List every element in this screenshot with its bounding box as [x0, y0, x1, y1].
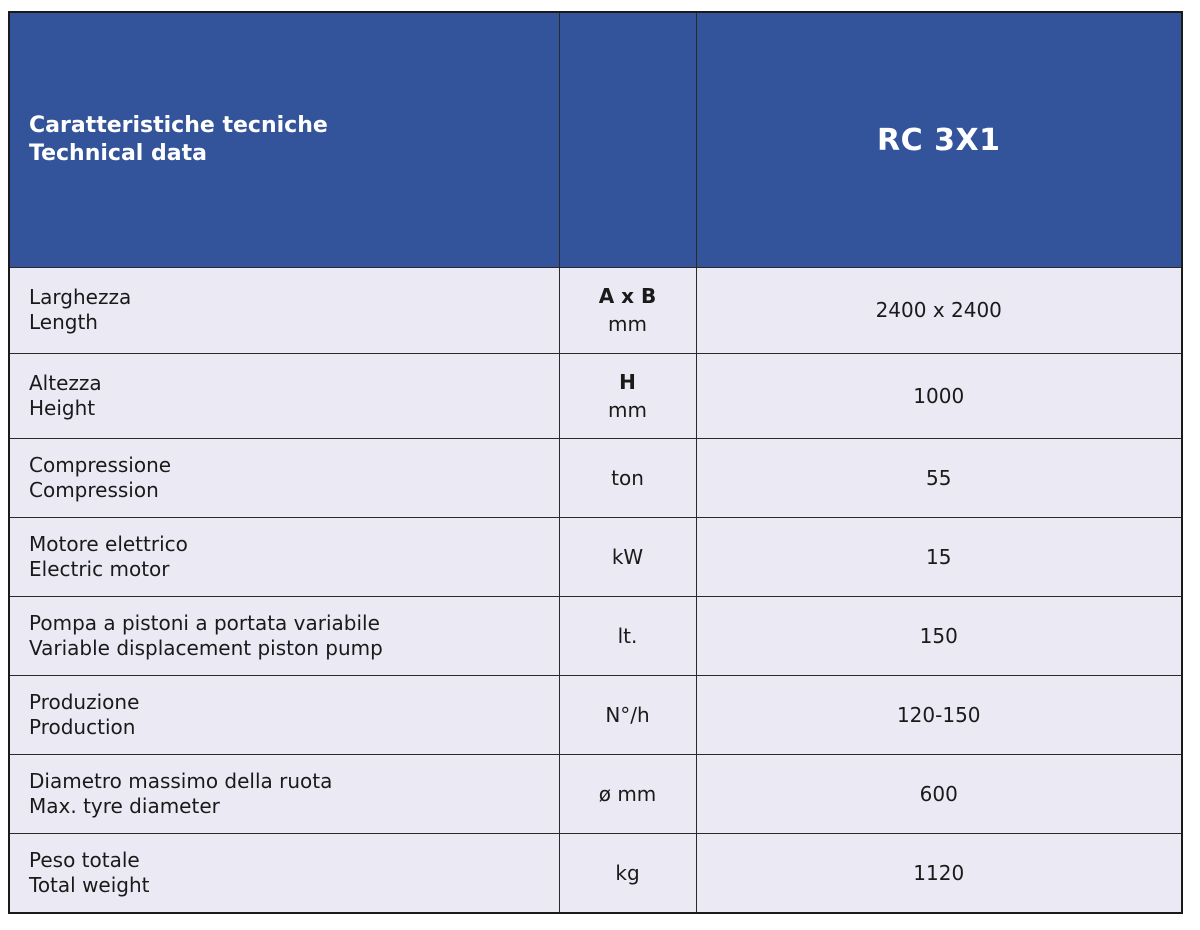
header-unit-cell	[559, 12, 696, 268]
label-italian: Peso totale	[29, 848, 140, 873]
label-english: Electric motor	[29, 556, 170, 581]
row-label	[9, 834, 559, 913]
unit-text: mm	[608, 312, 647, 337]
row-unit: ø mm	[559, 755, 696, 834]
table-row	[9, 353, 1182, 438]
technical-data-table	[8, 11, 1183, 914]
table-row	[9, 517, 1182, 596]
row-value: 1120	[696, 834, 1182, 913]
row-unit	[559, 268, 696, 353]
table-row	[9, 676, 1182, 755]
label-english: Production	[29, 715, 136, 740]
unit-symbol: H	[619, 369, 636, 394]
row-value: 120-150	[696, 676, 1182, 755]
table-row	[9, 834, 1182, 913]
row-unit	[559, 353, 696, 438]
unit-text: mm	[608, 397, 647, 422]
unit-symbol: A x B	[598, 284, 657, 309]
label-english: Length	[29, 310, 98, 335]
row-label	[9, 517, 559, 596]
label-italian: Altezza	[29, 370, 102, 395]
table-header-row	[9, 12, 1182, 268]
label-english: Total weight	[29, 873, 150, 898]
label-italian: Motore elettrico	[29, 531, 188, 556]
row-label	[9, 596, 559, 675]
row-unit: kW	[559, 517, 696, 596]
label-italian: Diametro massimo della ruota	[29, 769, 333, 794]
label-english: Variable displacement piston pump	[29, 636, 383, 661]
row-value: 150	[696, 596, 1182, 675]
row-value: 2400 x 2400	[696, 268, 1182, 353]
row-unit: N°/h	[559, 676, 696, 755]
table-row	[9, 755, 1182, 834]
header-label-english: Technical data	[29, 141, 207, 167]
row-label	[9, 676, 559, 755]
table-row	[9, 596, 1182, 675]
label-english: Height	[29, 395, 96, 420]
row-label	[9, 755, 559, 834]
row-label	[9, 438, 559, 517]
label-english: Max. tyre diameter	[29, 794, 220, 819]
row-value: 1000	[696, 353, 1182, 438]
label-italian: Compressione	[29, 452, 172, 477]
header-label-italian: Caratteristiche tecniche	[29, 113, 328, 139]
header-label-cell	[9, 12, 559, 268]
table-row	[9, 438, 1182, 517]
row-value: 55	[696, 438, 1182, 517]
row-unit: lt.	[559, 596, 696, 675]
label-italian: Produzione	[29, 690, 140, 715]
row-label	[9, 353, 559, 438]
header-model-name: RC 3X1	[696, 12, 1182, 268]
row-value: 15	[696, 517, 1182, 596]
row-label	[9, 268, 559, 353]
label-italian: Larghezza	[29, 285, 132, 310]
row-value: 600	[696, 755, 1182, 834]
table-row	[9, 268, 1182, 353]
row-unit: ton	[559, 438, 696, 517]
row-unit: kg	[559, 834, 696, 913]
label-italian: Pompa a pistoni a portata variabile	[29, 611, 380, 636]
label-english: Compression	[29, 477, 159, 502]
